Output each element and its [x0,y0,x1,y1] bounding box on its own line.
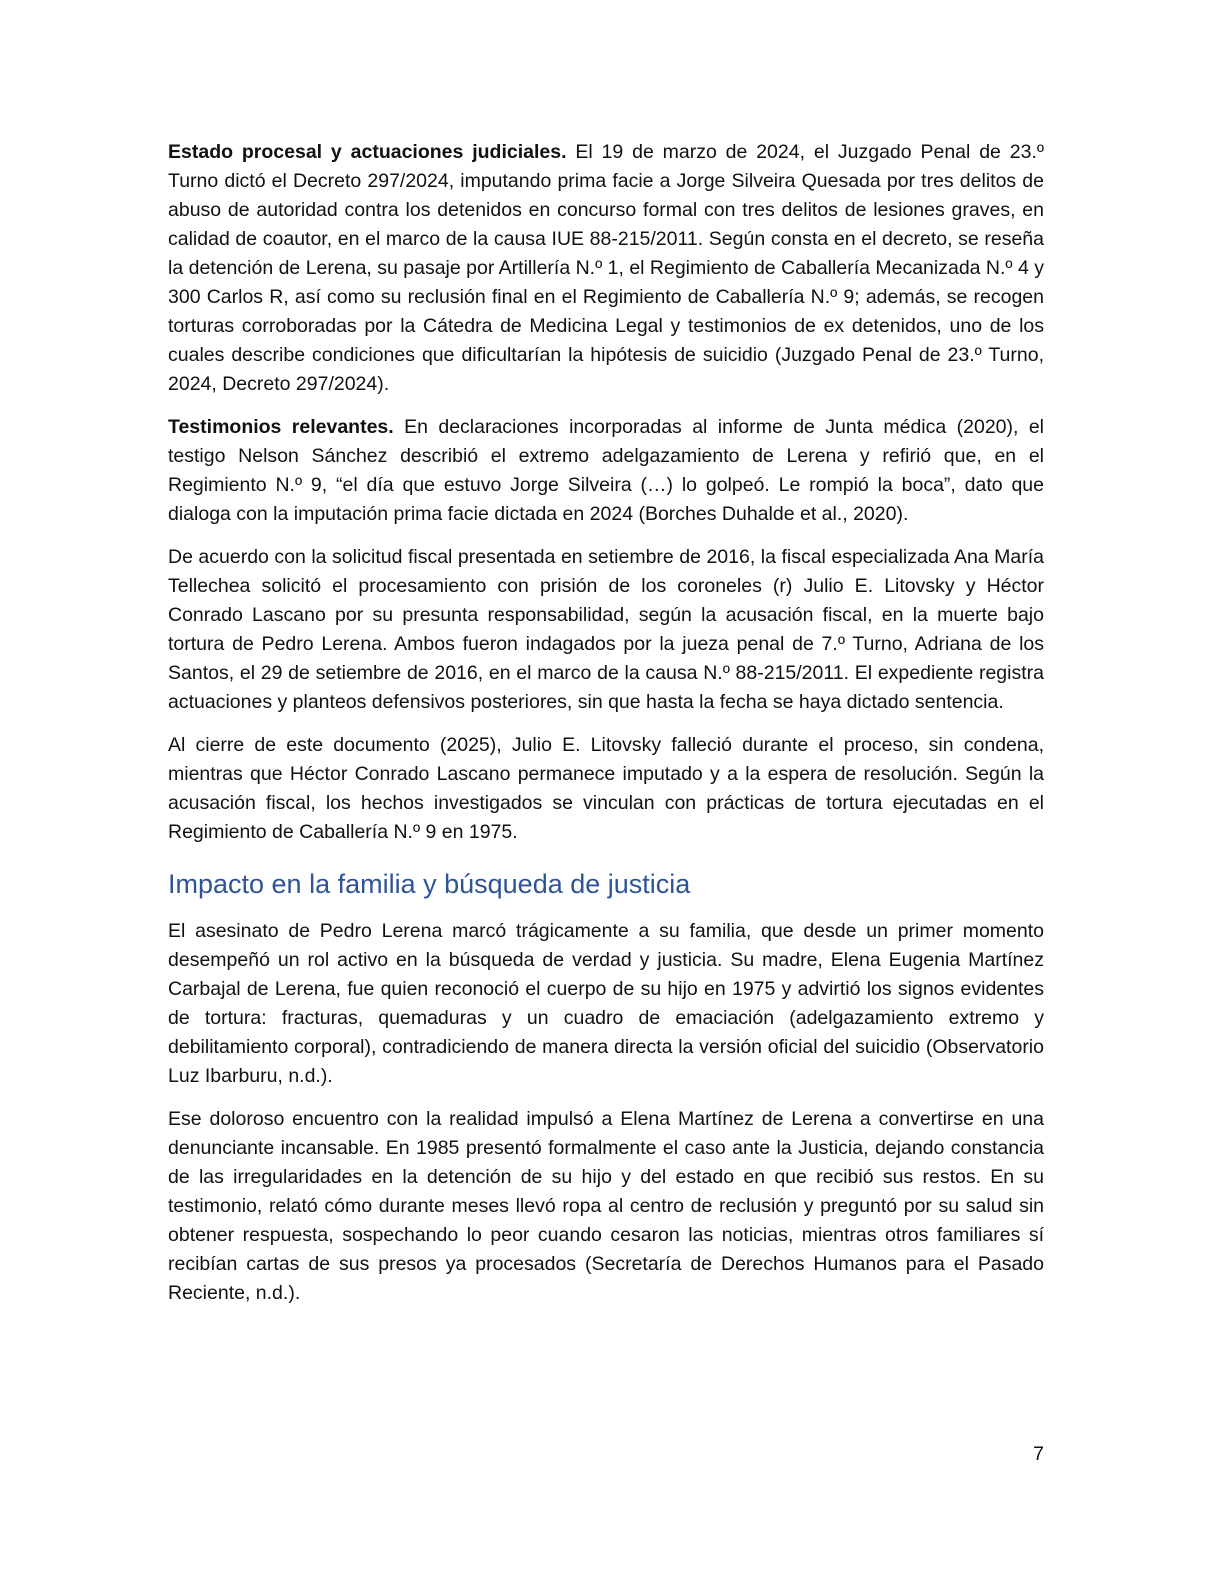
page-number: 7 [1033,1443,1044,1465]
paragraph-solicitud-fiscal: De acuerdo con la solicitud fiscal presentada en setiembre de 2016, la fiscal especializada Ana María Tellechea solicitó el procesamiento con prisión de los coroneles (r) Julio E. Litovsky y Héctor Conrado Lascano por su presunta responsabilidad, según la acusación fiscal, en la muerte bajo tortura de Pedro Lerena. Ambos fueron indagados por la jueza penal de 7.º Turno, Adriana de los Santos, el 29 de setiembre de 2016, en el marco de la causa N.º 88-215/2011. El expediente registra actuaciones y planteos defensivos posteriores, sin que hasta la fecha se haya dictado sentencia. [168,546,1044,713]
paragraph-text: El 19 de marzo de 2024, el Juzgado Penal de 23.º Turno dictó el Decreto 297/2024, imputando prima facie a Jorge Silveira Quesada por tres delitos de abuso de autoridad contra los detenidos en concurso formal con tres delitos de lesiones graves, en calidad de coautor, en el marco de la causa IUE 88-215/2011. Según consta en el decreto, se reseña la detención de Lerena, su pasaje por Artillería N.º 1, el Regimiento de Caballería Mecanizada N.º 4 y 300 Carlos R, así como su reclusión final en el Regimiento de Caballería N.º 9; además, se recogen torturas corroboradas por la Cátedra de Medicina Legal y testimonios de ex detenidos, uno de los cuales describe condiciones que dificultarían la hipótesis de suicidio (Juzgado Penal de 23.º Turno, 2024, Decreto 297/2024). [168,141,1044,395]
paragraph-lead: Estado procesal y actuaciones judiciales. [168,141,567,163]
paragraph-asesinato: El asesinato de Pedro Lerena marcó trágicamente a su familia, que desde un primer momento desempeñó un rol activo en la búsqueda de verdad y justicia. Su madre, Elena Eugenia Martínez Carbajal de Lerena, fue quien reconoció el cuerpo de su hijo en 1975 y advirtió los signos evidentes de tortura: fracturas, quemaduras y un cuadro de emaciación (adelgazamiento extremo y debilitamiento corporal), contradiciendo de manera directa la versión oficial del suicidio (Observatorio Luz Ibarburu, n.d.). [168,920,1044,1087]
document-page [168,138,1044,1322]
paragraph-lead: Testimonios relevantes. [168,416,394,438]
paragraph-estado-procesal [168,138,1044,399]
paragraph-text: En declaraciones incorporadas al informe de Junta médica (2020), el testigo Nelson Sánchez describió el extremo adelgazamiento de Lerena y refirió que, en el Regimiento N.º 9, “el día que estuvo Jorge Silveira (…) lo golpeó. Le rompió la boca”, dato que dialoga con la imputación prima facie dictada en 2024 (Borches Duhalde et al., 2020). [168,416,1044,525]
paragraph-encuentro: Ese doloroso encuentro con la realidad impulsó a Elena Martínez de Lerena a convertirse en una denunciante incansable. En 1985 presentó formalmente el caso ante la Justicia, dejando constancia de las irregularidades en la detención de su hijo y del estado en que recibió sus restos. En su testimonio, relató cómo durante meses llevó ropa al centro de reclusión y preguntó por su salud sin obtener respuesta, sospechando lo peor cuando cesaron las noticias, mientras otros familiares sí recibían cartas de sus presos ya procesados (Secretaría de Derechos Humanos para el Pasado Reciente, n.d.). [168,1108,1044,1304]
section-heading: Impacto en la familia y búsqueda de justicia [168,869,691,899]
paragraph-cierre: Al cierre de este documento (2025), Julio E. Litovsky falleció durante el proceso, sin condena, mientras que Héctor Conrado Lascano permanece imputado y a la espera de resolución. Según la acusación fiscal, los hechos investigados se vinculan con prácticas de tortura ejecutadas en el Regimiento de Caballería N.º 9 en 1975. [168,734,1044,843]
paragraph-testimonios [168,413,1044,529]
